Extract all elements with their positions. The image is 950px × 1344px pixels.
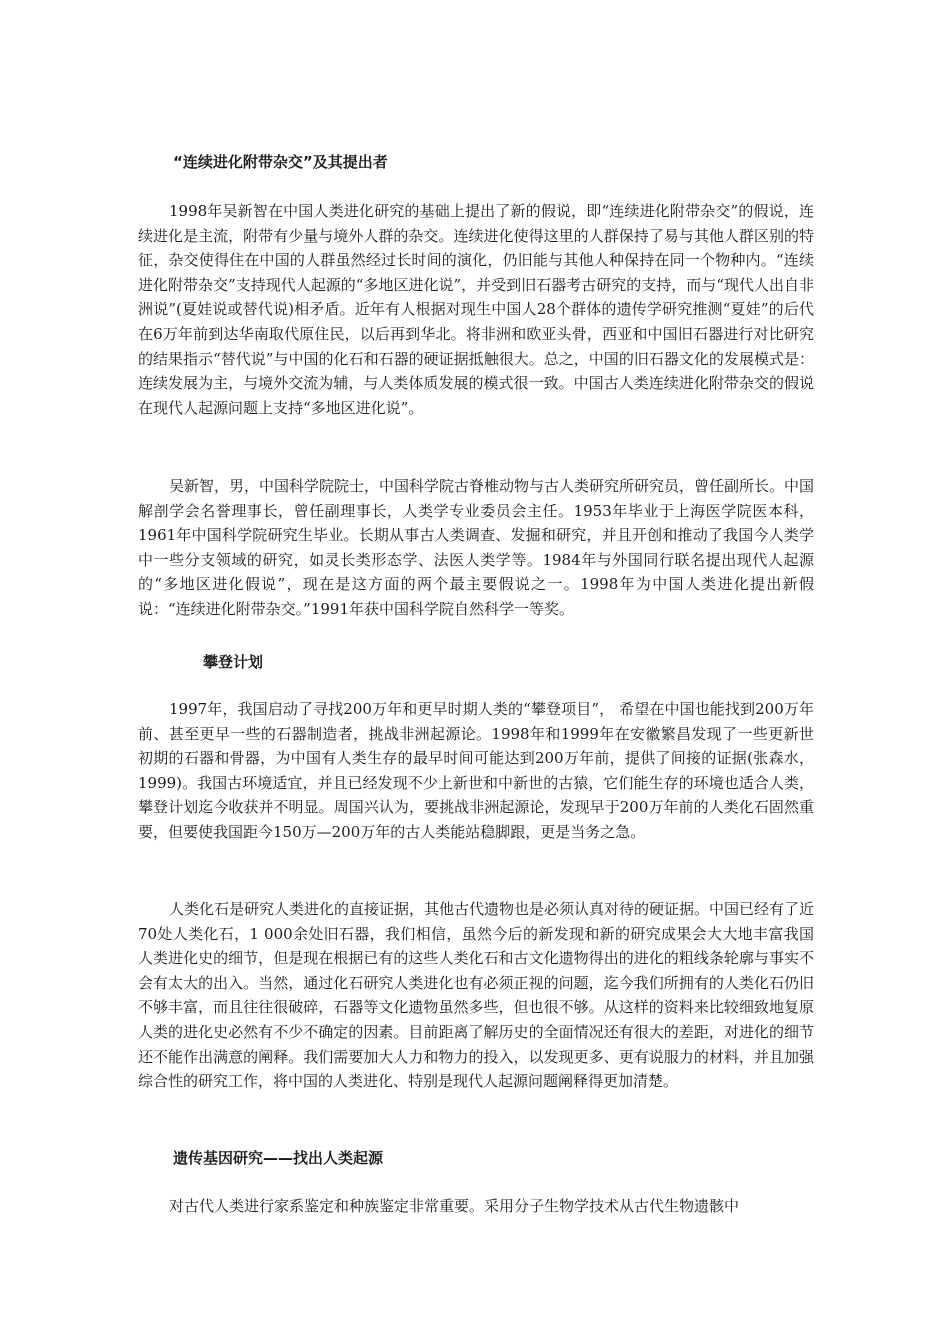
paragraph-hypothesis: 1998年吴新智在中国人类进化研究的基础上提出了新的假说，即“连续进化附带杂交”的假说，连续进化是主流，附带有少量与境外人群的杂交。连续进化使得这里的人群保持了易与其他人群区别的特征，杂交使得住在中国的人群虽然经过长时间的演化，仍旧能与其他人种保持在同一个物种内。“连续进化附带杂交”支持现代人起源的“多地区进化说”，并受到旧石器考古研究的支持，而与“现代人出自非洲说”(夏娃说或替代说)相矛盾。近年有人根据对现生中国人28个群体的遗传学研究推测“夏娃”的后代在6万年前到达华南取代原住民，以后再到华北。将非洲和欧亚头骨，西亚和中国旧石器进行对比研究的结果指示“替代说”与中国的化石和石器的硬证据抵触很大。总之，中国的旧石器文化的发展模式是：连续发展为主，与境外交流为辅，与人类体质发展的模式很一致。中国古人类连续进化附带杂交的假说在现代人起源问题上支持“多地区进化说”。: [138, 202, 814, 417]
section-heading-genetic-research: 遗传基因研究——找出人类起源: [173, 1149, 384, 1167]
section-heading-climbing-plan: 攀登计划: [203, 653, 264, 671]
paragraph-fossil-evidence: 人类化石是研究人类进化的直接证据，其他古代遗物也是必须认真对待的硬证据。中国已经有了近70处人类化石，1 000余处旧石器，我们相信，虽然今后的新发现和新的研究成果会大大地丰富我国人类进化史的细节，但是现在根据已有的这些人类化石和古文化遗物得出的进化的粗线条轮廓与事实不会有太大的出入。当然，通过化石研究人类进化也有必须正视的问题，迄今我们所拥有的人类化石仍旧不够丰富，而且往往很破碎，石器等文化遗物虽然多些，但也很不够。从这样的资料来比较细致地复原人类的进化史必然有不少不确定的因素。目前距离了解历史的全面情况还有很大的差距，对进化的细节还不能作出满意的阐释。我们需要加大人力和物力的投入，以发现更多、更有说服力的材料，并且加强综合性的研究工作，将中国的人类进化、特别是现代人起源问题阐释得更加清楚。: [138, 900, 815, 1091]
section-heading-continuous-evolution: “连续进化附带杂交”及其提出者: [173, 153, 388, 171]
paragraph-biography: 吴新智，男，中国科学院院士，中国科学院古脊椎动物与古人类研究所研究员，曾任副所长。中国解剖学会名誉理事长，曾任副理事长，人类学专业委员会主任。1953年毕业于上海医学院医本科，1961年中国科学院研究生毕业。长期从事古人类调查、发掘和研究，并且开创和推动了我国今人类学中一些分支领域的研究，如灵长类形态学、法医人类学等。1984年与外国同行联名提出现代人起源的“多地区进化假说”，现在是这方面的两个最主要假说之一。1998年为中国人类进化提出新假说：“连续进化附带杂交。”1991年获中国科学院自然科学一等奖。: [138, 477, 815, 618]
paragraph-genetic-research: 对古代人类进行家系鉴定和种族鉴定非常重要。采用分子生物学技术从古代生物遗骸中: [169, 1197, 740, 1215]
paragraph-climbing-project: 1997年，我国启动了寻找200万年和更早时期人类的“攀登项目”， 希望在中国也能找到200万年前、甚至更早一些的石器制造者，挑战非洲起源论。1998年和1999年在安徽繁昌发现了一些更新世初期的石器和骨器，为中国有人类生存的最早时间可能达到200万年前，提供了间接的证据(张森水，1999)。我国古环境适宜，并且已经发现不少上新世和中新世的古猿，它们能生存的环境也适合人类，攀登计划迄今收获并不明显。周国兴认为，要挑战非洲起源论，发现早于200万年前的人类化石固然重要，但要使我国距今150万—200万年的古人类能站稳脚跟，更是当务之急。: [138, 700, 814, 841]
